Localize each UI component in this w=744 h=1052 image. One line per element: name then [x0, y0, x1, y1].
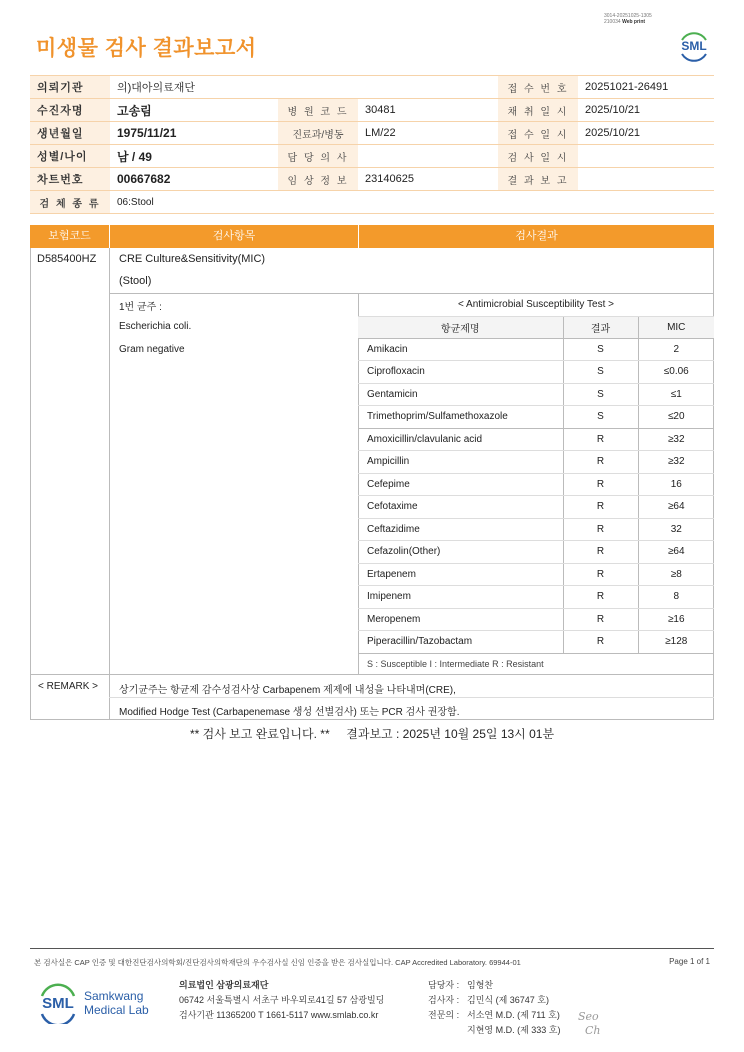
page-title: 미생물 검사 결과보고서 — [36, 37, 257, 60]
report-completion: ** 검사 보고 완료입니다. ** 결과보고 : 2025년 10월 25일 13시 01분 — [189, 727, 555, 741]
ast-row — [358, 608, 714, 631]
susceptibility-result: R — [563, 608, 638, 631]
susceptibility-result: R — [563, 451, 638, 474]
drug-name: Imipenem — [358, 586, 563, 609]
susceptibility-result: S — [563, 338, 638, 361]
ast-row — [358, 473, 714, 496]
ast-row — [358, 428, 714, 451]
test-result-header: 검사결과 — [515, 230, 558, 242]
susceptibility-result: S — [563, 406, 638, 429]
drug-name: Ampicillin — [358, 451, 563, 474]
mic-value: ≥32 — [638, 428, 714, 451]
document-reference: 3014-20251025-1305 210034 Web print — [604, 13, 652, 25]
ast-row — [358, 563, 714, 586]
birth-date-value: 1975/11/21 — [110, 122, 278, 145]
susceptibility-result: S — [563, 383, 638, 406]
results-header — [30, 225, 714, 248]
susceptibility-result: R — [563, 428, 638, 451]
specialist-2: 지현영 M.D. (제 333 호) — [467, 1025, 561, 1035]
signature-1: Seo — [578, 1010, 599, 1023]
manager-name: 임형찬 — [467, 980, 494, 990]
footer-divider — [30, 948, 714, 949]
report-value — [578, 168, 714, 191]
sml-logo-icon — [36, 980, 80, 1024]
clinical-info-value: 23140625 — [358, 168, 498, 191]
chart-no-label: 차트번호 — [30, 168, 110, 191]
ast-row — [358, 631, 714, 654]
susceptibility-result: R — [563, 496, 638, 519]
signature-2: Ch — [585, 1024, 601, 1037]
drug-name: Amoxicillin/clavulanic acid — [358, 428, 563, 451]
drug-name: Trimethoprim/Sulfamethoxazole — [358, 406, 563, 429]
susceptibility-result: R — [563, 563, 638, 586]
specimen-label: 검 체 종 류 — [30, 191, 110, 214]
requester-label: 의뢰기관 — [30, 76, 110, 99]
susceptibility-result: R — [563, 473, 638, 496]
staff-labels: 담당자 : 검사자 : 전문의 : — [428, 980, 460, 1020]
sex-age-value: 남 / 49 — [110, 145, 278, 168]
collect-date-value: 2025/10/21 — [578, 99, 714, 122]
ast-row — [358, 338, 714, 361]
mic-value: 16 — [638, 473, 714, 496]
drug-name: Cefazolin(Other) — [358, 541, 563, 564]
test-specimen: (Stool) — [119, 275, 152, 287]
specialist-1: 서소연 M.D. (제 711 호) — [467, 1010, 560, 1020]
mic-value: 2 — [638, 338, 714, 361]
mic-value: 8 — [638, 586, 714, 609]
result-column-header: 결과 — [563, 316, 638, 338]
test-name: CRE Culture&Sensitivity(MIC) — [119, 253, 266, 265]
mic-column-header: MIC — [638, 316, 714, 338]
mic-value: ≥16 — [638, 608, 714, 631]
hospital-code-label: 병 원 코 드 — [278, 99, 358, 122]
mic-value: ≥32 — [638, 451, 714, 474]
ast-title: < Antimicrobial Susceptibility Test > — [358, 294, 714, 316]
sml-logo-icon — [676, 26, 712, 62]
susceptibility-table — [358, 294, 714, 675]
accreditation-note: 본 검사실은 CAP 인증 및 대한진단검사의학회/진단검사의학재단의 우수검사실 신임 인증을 받은 검사실입니다. CAP Accredited Laboratory. 69944-01 — [34, 958, 521, 967]
hospital-code-value: 30481 — [358, 99, 498, 122]
drug-column-header: 항균제명 — [358, 316, 563, 338]
birth-date-label: 생년월일 — [30, 122, 110, 145]
mic-value: ≤20 — [638, 406, 714, 429]
drug-name: Amikacin — [358, 338, 563, 361]
receipt-date-value: 2025/10/21 — [578, 122, 714, 145]
gram-stain: Gram negative — [119, 344, 185, 355]
ast-row — [358, 541, 714, 564]
remark-line-1: 상기균주는 항균제 감수성검사상 Carbapenem 제제에 내성을 나타내며(CRE), — [119, 685, 456, 696]
collect-date-label: 채 취 일 시 — [498, 99, 578, 122]
mic-value: ≥8 — [638, 563, 714, 586]
patient-name-label: 수진자명 — [30, 99, 110, 122]
page-number: Page 1 of 1 — [669, 957, 710, 966]
mic-value: ≥64 — [638, 541, 714, 564]
staff-names — [467, 978, 560, 1038]
report-label: 결 과 보 고 — [498, 168, 578, 191]
mic-value: ≥128 — [638, 631, 714, 654]
ast-row — [358, 361, 714, 384]
ast-legend: S : Susceptible I : Intermediate R : Resistant — [358, 653, 714, 675]
susceptibility-result: R — [563, 518, 638, 541]
clinical-info-label: 임 상 정 보 — [278, 168, 358, 191]
ast-row — [358, 451, 714, 474]
ast-row — [358, 518, 714, 541]
drug-name: Ceftazidime — [358, 518, 563, 541]
organism-label: 1번 균주 : — [119, 302, 162, 313]
row-divider — [109, 697, 714, 698]
susceptibility-result: R — [563, 586, 638, 609]
ast-row — [358, 406, 714, 429]
remark-section — [30, 675, 714, 720]
insurance-code-header: 보험코드 — [48, 230, 91, 242]
ast-row — [358, 496, 714, 519]
ast-row — [358, 586, 714, 609]
chart-no-value: 00667682 — [110, 168, 278, 191]
svg-text:SML: SML — [681, 39, 707, 53]
susceptibility-result: R — [563, 541, 638, 564]
doctor-value — [358, 145, 498, 168]
remark-line-2: Modified Hodge Test (Carbapenemase 생성 선별검사) 또는 PCR 검사 권장함. — [119, 707, 460, 718]
mic-value: 32 — [638, 518, 714, 541]
organism-name: Escherichia coli. — [119, 321, 192, 332]
dept-value: LM/22 — [358, 122, 498, 145]
tester-name: 김민식 (제 36747 호) — [467, 995, 549, 1005]
dept-label: 진료과/병동 — [278, 122, 358, 145]
drug-name: Ertapenem — [358, 563, 563, 586]
svg-text:SML: SML — [42, 995, 74, 1012]
test-item-header: 검사항목 — [212, 230, 256, 242]
test-date-label: 검 사 일 시 — [498, 145, 578, 168]
mic-value: ≥64 — [638, 496, 714, 519]
drug-name: Ciprofloxacin — [358, 361, 563, 384]
sex-age-label: 성별/나이 — [30, 145, 110, 168]
test-date-value — [578, 145, 714, 168]
drug-name: Meropenem — [358, 608, 563, 631]
remark-label: < REMARK > — [38, 681, 99, 692]
company-name: Samkwang Medical Lab — [84, 989, 149, 1017]
receipt-no-value: 20251021-26491 — [578, 76, 714, 99]
mic-value: ≤1 — [638, 383, 714, 406]
mic-value: ≤0.06 — [638, 361, 714, 384]
patient-name-value: 고송림 — [110, 99, 278, 122]
samkwang-logo — [36, 980, 149, 1029]
drug-name: Piperacillin/Tazobactam — [358, 631, 563, 654]
patient-info-table — [30, 75, 714, 214]
specimen-value: 06:Stool — [110, 191, 714, 214]
organization-info: 의료법인 삼광의료재단 06742 서울특별시 서초구 바우뫼로41길 57 삼광빌딩 검사기관 11365200 T 1661-5117 www.smlab.co.kr — [179, 980, 385, 1020]
ast-row — [358, 383, 714, 406]
susceptibility-result: R — [563, 631, 638, 654]
drug-name: Cefotaxime — [358, 496, 563, 519]
insurance-code: D585400HZ — [37, 253, 97, 265]
doctor-label: 담 당 의 사 — [278, 145, 358, 168]
requester-value: 의)대아의료재단 — [110, 76, 498, 99]
drug-name: Cefepime — [358, 473, 563, 496]
susceptibility-result: S — [563, 361, 638, 384]
receipt-date-label: 접 수 일 시 — [498, 122, 578, 145]
column-divider — [109, 248, 110, 675]
receipt-no-label: 접 수 번 호 — [498, 76, 578, 99]
drug-name: Gentamicin — [358, 383, 563, 406]
